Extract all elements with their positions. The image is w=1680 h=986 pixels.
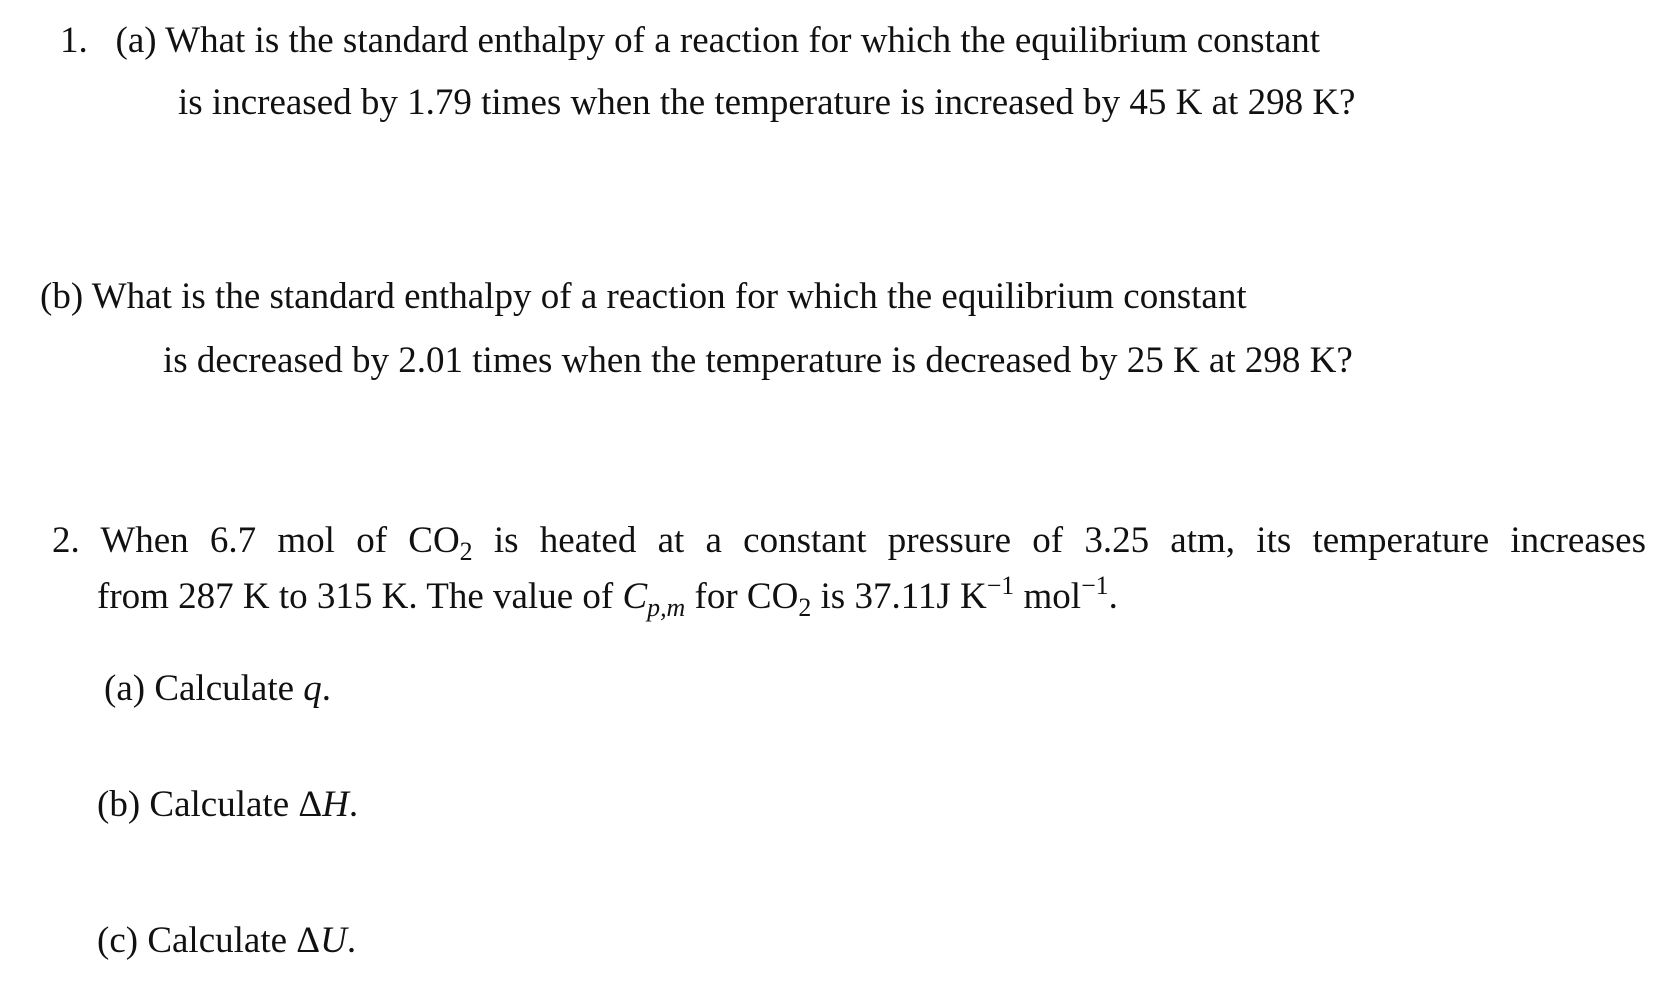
q2-sub-2: 2 (798, 592, 812, 622)
q1b-label: (b) (40, 276, 84, 317)
q2-text-2e: . (1108, 576, 1118, 617)
q2c-label: (c) (97, 920, 139, 961)
q2-line2 (97, 570, 1118, 622)
q1b-line1 (40, 278, 1247, 315)
q2-text-1a: When 6.7 mol of CO (100, 520, 460, 561)
q2c-text: Calculate Δ (147, 920, 321, 961)
q1b-text-line1: What is the standard enthalpy of a reaction for which the equilibrium constant (91, 276, 1247, 317)
q1-number: 1. (60, 20, 88, 61)
q2c-end: . (346, 920, 357, 961)
q2-text-2c: is 37.11J K (811, 576, 987, 617)
q2-text-2b: for CO (685, 576, 799, 617)
q1a-line2 (178, 84, 1355, 121)
q2-sup-1: −1 (986, 570, 1015, 600)
q2a-label: (a) (104, 668, 146, 709)
q2c-var: U (320, 920, 347, 961)
q1a-line1 (60, 22, 1320, 59)
q1b-line2 (163, 342, 1353, 379)
q1a-label: (a) (115, 20, 157, 61)
q2-text-1b: is heated at a constant pressure of 3.25 atm, its temperature increases (472, 520, 1646, 561)
q2a-end: . (321, 668, 332, 709)
q2b-text: Calculate Δ (149, 784, 323, 825)
q2-text-2d: mol (1014, 576, 1082, 617)
q2-number: 2. (52, 520, 80, 561)
q2a-var: q (303, 668, 322, 709)
q1a-text-line2: is increased by 1.79 times when the temperature is increased by 45 K at 298 K? (178, 82, 1356, 123)
q2-sup-2: −1 (1081, 570, 1109, 600)
q2-sub-1: 2 (459, 536, 473, 566)
q2b-var: H (322, 784, 349, 825)
q2b-label: (b) (97, 784, 141, 825)
q2b-end: . (348, 784, 359, 825)
q1b-text-line2: is decreased by 2.01 times when the temperature is decreased by 25 K at 298 K? (163, 340, 1353, 381)
q2-text-2a: from 287 K to 315 K. The value of (97, 576, 623, 617)
q2c-line (97, 922, 356, 959)
q1a-text-line1: What is the standard enthalpy of a reaction for which the equilibrium constant (165, 20, 1321, 61)
q2-line1 (52, 520, 1646, 566)
cp-subscript: p,m (647, 592, 686, 622)
q2a-text: Calculate (154, 668, 304, 709)
cp-symbol: C (622, 576, 648, 617)
q2a-line (104, 670, 331, 707)
q2b-line (97, 786, 358, 823)
